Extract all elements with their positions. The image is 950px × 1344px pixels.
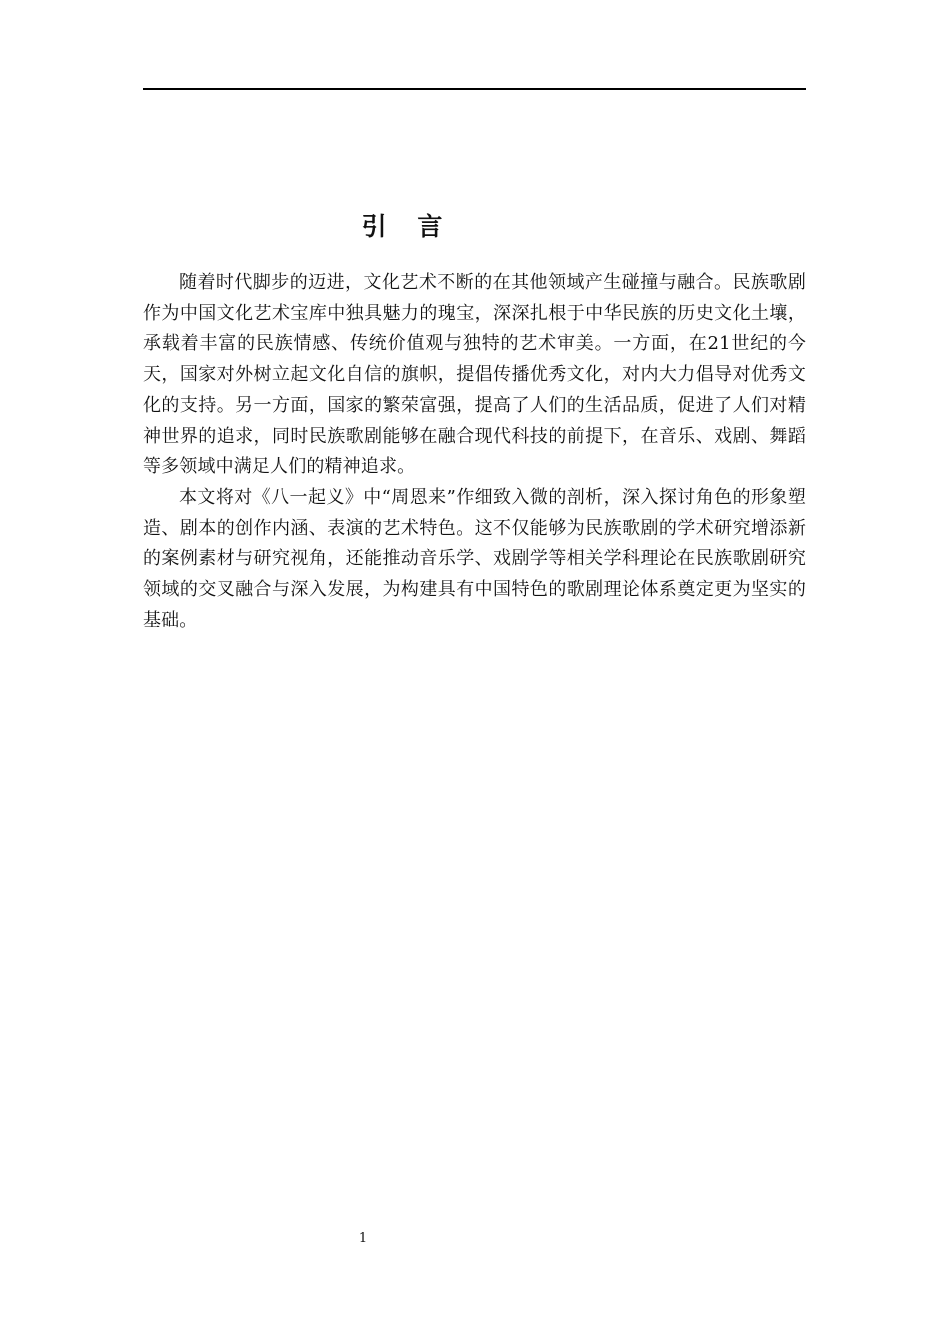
paragraph-intro: 随着时代脚步的迈进，文化艺术不断的在其他领域产生碰撞与融合。民族歌剧作为中国文化艺术宝库中独具魅力的瑰宝，深深扎根于中华民族的历史文化土壤，承载着丰富的民族情感、传统价值观与独特的艺术审美。一方面，在21世纪的今天，国家对外树立起文化自信的旗帜，提倡传播优秀文化，对内大力倡导对优秀文化的支持。另一方面，国家的繁荣富强，提高了人们的生活品质，促进了人们对精神世界的追求，同时民族歌剧能够在融合现代科技的前提下，在音乐、戏剧、舞蹈等多领域中满足人们的精神追求。	[143, 272, 806, 478]
body-text	[143, 268, 806, 636]
paragraph-purpose: 本文将对《八一起义》中“周恩来”作细致入微的剖析，深入探讨角色的形象塑造、剧本的创作内涵、表演的艺术特色。这不仅能够为民族歌剧的学术研究增添新的案例素材与研究视角，还能推动音乐学、戏剧学等相关学科理论在民族歌剧研究领域的交叉融合与深入发展，为构建具有中国特色的歌剧理论体系奠定更为坚实的基础。	[143, 486, 806, 631]
page-number: 1	[358, 1231, 368, 1246]
section-title: 引 言	[361, 212, 445, 241]
header-rule	[143, 88, 806, 90]
